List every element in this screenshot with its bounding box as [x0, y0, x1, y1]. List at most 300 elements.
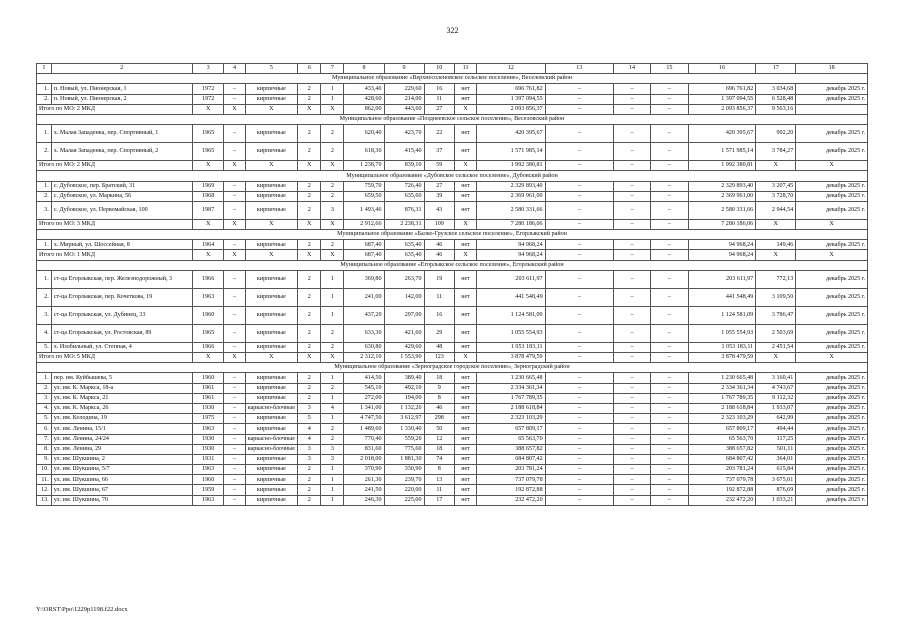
data-cell: 1 [321, 495, 344, 505]
table-row [37, 143, 868, 161]
data-cell: 2 944,54 [756, 201, 796, 219]
data-cell: 2 [321, 324, 344, 342]
data-cell: – [614, 270, 651, 288]
subtotal-cell: X [455, 250, 477, 260]
data-cell: 74 [424, 454, 455, 464]
data-cell: 1 493,46 [344, 201, 384, 219]
column-number-cell: 10 [424, 64, 455, 74]
data-cell: – [650, 324, 688, 342]
data-cell: 13. [37, 495, 52, 505]
municipality-section-row [37, 74, 868, 84]
data-cell: 1 767 789,35 [688, 393, 755, 403]
subtotal-label: Итого по МО: 3 МКД [37, 219, 193, 229]
data-cell: 4 [321, 403, 344, 413]
subtotal-label: Итого по МО: 2 МКД [37, 104, 193, 114]
data-cell: 1972 [192, 84, 224, 94]
subtotal-cell: X [298, 219, 321, 229]
data-cell: 4 743,67 [756, 383, 796, 393]
column-number-cell: 1 [37, 64, 52, 74]
data-cell: 241,50 [344, 485, 384, 495]
data-cell: кирпичные [245, 94, 298, 104]
data-cell: 642,99 [756, 414, 796, 424]
subtotal-row [37, 219, 868, 229]
data-cell: нет [455, 495, 477, 505]
data-cell: 11 [424, 94, 455, 104]
subtotal-cell: X [192, 161, 224, 171]
data-cell: 2 [298, 94, 321, 104]
data-cell: – [545, 240, 613, 250]
municipality-title: Муниципальное образование «Балко-Грузское сельское поселение», Егорлыкский район [37, 230, 868, 240]
data-cell: каркасно-блочные [245, 434, 298, 444]
data-cell: – [545, 424, 613, 434]
data-cell: 770,40 [344, 434, 384, 444]
data-cell: 1 [321, 373, 344, 383]
data-cell: нет [455, 324, 477, 342]
data-cell: 492,10 [384, 383, 424, 393]
address-cell: ул. им. Ленина, 24/24 [51, 434, 192, 444]
data-cell: 1 341,00 [344, 403, 384, 413]
subtotal-cell: X [245, 250, 298, 260]
data-cell: нет [455, 143, 477, 161]
data-cell: – [614, 454, 651, 464]
subtotal-cell: X [796, 353, 868, 363]
data-cell: кирпичные [245, 393, 298, 403]
data-cell: 7. [37, 434, 52, 444]
data-cell: декабрь 2025 г. [796, 383, 868, 393]
data-cell: 2 [321, 191, 344, 201]
data-cell: 2. [37, 288, 52, 306]
data-cell: декабрь 2025 г. [796, 270, 868, 288]
data-cell: нет [455, 383, 477, 393]
subtotal-cell: X [245, 219, 298, 229]
data-cell: 831,60 [344, 444, 384, 454]
data-cell: – [614, 485, 651, 495]
subtotal-cell: 123 [424, 353, 455, 363]
data-cell: 620,40 [344, 125, 384, 143]
subtotal-cell: 59 [424, 161, 455, 171]
data-cell: декабрь 2025 г. [796, 454, 868, 464]
data-cell: 19 [424, 270, 455, 288]
address-cell: с. Дубовское, ул. Маркина, 56 [51, 191, 192, 201]
data-cell: 1965 [192, 143, 224, 161]
subtotal-cell: X [796, 161, 868, 171]
data-cell: 1963 [192, 424, 224, 434]
address-cell: пер. им. Куйбышева, 5 [51, 373, 192, 383]
data-cell: – [650, 403, 688, 413]
data-cell: – [224, 475, 245, 485]
data-cell: 18 [424, 373, 455, 383]
data-cell: – [614, 324, 651, 342]
subtotal-cell: – [545, 250, 613, 260]
data-cell: 16 [424, 306, 455, 324]
data-cell: 1963 [192, 465, 224, 475]
data-cell: нет [455, 454, 477, 464]
subtotal-cell: – [545, 353, 613, 363]
subtotal-cell: X [756, 250, 796, 260]
data-cell: 43 [424, 201, 455, 219]
subtotal-cell: 27 [424, 104, 455, 114]
data-cell: 2 [298, 125, 321, 143]
data-cell: – [650, 84, 688, 94]
data-cell: 428,60 [344, 94, 384, 104]
data-cell: 659,50 [344, 191, 384, 201]
data-cell: 2 018,00 [344, 454, 384, 464]
address-cell: ул. им. Ленина, 29 [51, 444, 192, 454]
data-cell: кирпичные [245, 324, 298, 342]
data-cell: – [650, 424, 688, 434]
data-cell: 414,50 [344, 373, 384, 383]
subtotal-cell: 46 [424, 250, 455, 260]
data-cell: – [650, 475, 688, 485]
data-cell: – [545, 373, 613, 383]
data-cell: 1 033,21 [756, 495, 796, 505]
data-cell: 5. [37, 342, 52, 352]
data-cell: 117,25 [756, 434, 796, 444]
data-cell: нет [455, 270, 477, 288]
data-cell: – [650, 485, 688, 495]
subtotal-cell: 2 093 856,37 [477, 104, 545, 114]
data-cell: 11 [424, 485, 455, 495]
data-cell: – [650, 306, 688, 324]
column-number-cell: 8 [344, 64, 384, 74]
table-row [37, 414, 868, 424]
data-cell: нет [455, 240, 477, 250]
data-cell: – [545, 434, 613, 444]
data-cell: 1 [321, 465, 344, 475]
table-row [37, 94, 868, 104]
data-cell: кирпичные [245, 342, 298, 352]
data-cell: 3 784,27 [756, 143, 796, 161]
data-cell: – [614, 191, 651, 201]
data-cell: 1. [37, 181, 52, 191]
data-cell: 1968 [192, 191, 224, 201]
data-cell: 1. [37, 373, 52, 383]
data-cell: декабрь 2025 г. [796, 373, 868, 383]
data-cell: 4 [298, 424, 321, 434]
data-cell: нет [455, 414, 477, 424]
data-cell: 11 [424, 288, 455, 306]
table-row [37, 201, 868, 219]
data-cell: 726,40 [384, 181, 424, 191]
data-cell: 437,20 [344, 306, 384, 324]
data-cell: 1 124 581,09 [477, 306, 545, 324]
data-cell: 6 528,48 [756, 94, 796, 104]
data-cell: декабрь 2025 г. [796, 485, 868, 495]
data-cell: 433,40 [344, 84, 384, 94]
municipality-title: Муниципальное образование «Позднеевское сельское поселение», Веселовский район [37, 114, 868, 124]
data-cell: – [545, 403, 613, 413]
data-cell: нет [455, 465, 477, 475]
data-cell: 2 [298, 143, 321, 161]
data-cell: 4 [298, 434, 321, 444]
subtotal-cell: X [321, 161, 344, 171]
data-cell: 263,70 [384, 270, 424, 288]
data-cell: кирпичные [245, 424, 298, 434]
data-cell: декабрь 2025 г. [796, 414, 868, 424]
subtotal-cell: – [614, 219, 651, 229]
column-number-cell: 7 [321, 64, 344, 74]
data-cell: 1960 [192, 373, 224, 383]
data-cell: 3 160,41 [756, 373, 796, 383]
column-number-cell: 13 [545, 64, 613, 74]
data-cell: декабрь 2025 г. [796, 306, 868, 324]
data-cell: – [224, 444, 245, 454]
data-cell: кирпичные [245, 306, 298, 324]
data-cell: 46 [424, 403, 455, 413]
data-cell: – [545, 393, 613, 403]
subtotal-cell: 7 280 186,06 [688, 219, 755, 229]
subtotal-cell: 3 878 479,59 [688, 353, 755, 363]
data-cell: – [650, 181, 688, 191]
data-cell: 1 132,20 [384, 403, 424, 413]
data-cell: 1960 [192, 475, 224, 485]
data-cell: 441 548,49 [688, 288, 755, 306]
table-row [37, 306, 868, 324]
table-row [37, 125, 868, 143]
subtotal-cell: X [192, 353, 224, 363]
subtotal-cell: X [321, 250, 344, 260]
subtotal-cell: 635,40 [384, 250, 424, 260]
data-cell: – [650, 240, 688, 250]
data-cell: 1972 [192, 94, 224, 104]
data-cell: 759,70 [344, 181, 384, 191]
subtotal-row [37, 250, 868, 260]
column-number-cell: 15 [650, 64, 688, 74]
data-cell: 737 079,78 [688, 475, 755, 485]
data-cell: – [224, 434, 245, 444]
data-cell: 3 786,47 [756, 306, 796, 324]
data-cell: 684 807,42 [688, 454, 755, 464]
address-cell: ст-ца Егорлыкская, пер. Железнодорожный, 3 [51, 270, 192, 288]
data-cell: нет [455, 475, 477, 485]
table-row [37, 191, 868, 201]
data-cell: – [614, 383, 651, 393]
data-cell: 261,30 [344, 475, 384, 485]
data-cell: 272,00 [344, 393, 384, 403]
data-cell: 8 [424, 465, 455, 475]
data-cell: 1975 [192, 414, 224, 424]
data-cell: декабрь 2025 г. [796, 94, 868, 104]
subtotal-cell: 3 878 479,59 [477, 353, 545, 363]
data-cell: 421,60 [384, 324, 424, 342]
data-cell: – [614, 306, 651, 324]
subtotal-cell: X [756, 353, 796, 363]
data-cell: – [650, 270, 688, 288]
data-cell: 364,01 [756, 454, 796, 464]
data-cell: – [224, 414, 245, 424]
data-cell: декабрь 2025 г. [796, 324, 868, 342]
data-cell: 3 207,45 [756, 181, 796, 191]
data-cell: 2 [298, 240, 321, 250]
data-cell: 2 [298, 475, 321, 485]
address-cell: ул. им. Шукшина, 70 [51, 495, 192, 505]
data-cell: 2 [298, 342, 321, 352]
data-cell: 1963 [192, 495, 224, 505]
data-cell: – [224, 288, 245, 306]
data-cell: – [545, 94, 613, 104]
data-cell: 232 472,20 [688, 495, 755, 505]
data-cell: 429,60 [384, 342, 424, 352]
data-cell: 772,13 [756, 270, 796, 288]
data-cell: 3 728,70 [756, 191, 796, 201]
subtotal-cell: X [756, 161, 796, 171]
page-number: 322 [446, 26, 459, 35]
data-cell: 1930 [192, 434, 224, 444]
data-cell: кирпичные [245, 191, 298, 201]
data-cell: 94 968,24 [688, 240, 755, 250]
subtotal-cell: X [321, 219, 344, 229]
data-cell: 737 079,78 [477, 475, 545, 485]
data-cell: 3 [298, 403, 321, 413]
table-row [37, 485, 868, 495]
data-cell: – [224, 191, 245, 201]
data-cell: 1965 [192, 324, 224, 342]
data-cell: кирпичные [245, 454, 298, 464]
data-cell: 214,00 [384, 94, 424, 104]
data-cell: кирпичные [245, 181, 298, 191]
subtotal-cell: X [298, 250, 321, 260]
address-cell: ул. им. К. Маркса, 21 [51, 393, 192, 403]
subtotal-cell: 1 992 380,81 [477, 161, 545, 171]
data-cell: нет [455, 393, 477, 403]
data-cell: – [650, 191, 688, 201]
address-cell: х. Малая Западенка, пер. Спортивный, 1 [51, 125, 192, 143]
data-cell: 2 [298, 393, 321, 403]
data-cell: – [650, 414, 688, 424]
data-cell: 1931 [192, 454, 224, 464]
table-row [37, 373, 868, 383]
data-cell: нет [455, 403, 477, 413]
data-cell: 1 053 183,11 [477, 342, 545, 352]
subtotal-cell: 109 [424, 219, 455, 229]
data-cell: 1 [321, 393, 344, 403]
subtotal-cell: X [192, 250, 224, 260]
data-cell: 1 [321, 475, 344, 485]
data-cell: – [224, 306, 245, 324]
data-cell: 370,90 [344, 465, 384, 475]
data-cell: 2 [298, 485, 321, 495]
data-cell: – [614, 393, 651, 403]
data-cell: 494,44 [756, 424, 796, 434]
data-cell: – [614, 403, 651, 413]
subtotal-cell: X [245, 353, 298, 363]
data-cell: – [545, 191, 613, 201]
data-cell: 2 369 961,00 [477, 191, 545, 201]
municipality-section-row [37, 230, 868, 240]
data-cell: 6. [37, 424, 52, 434]
data-cell: – [545, 306, 613, 324]
data-cell: – [614, 181, 651, 191]
data-cell: 3 034,68 [756, 84, 796, 94]
data-cell: декабрь 2025 г. [796, 240, 868, 250]
data-cell: 1 571 985,14 [688, 143, 755, 161]
data-cell: нет [455, 84, 477, 94]
subtotal-cell: X [224, 219, 245, 229]
address-cell: х. Малая Западенка, пер. Спортивный, 2 [51, 143, 192, 161]
data-cell: нет [455, 444, 477, 454]
data-cell: – [545, 270, 613, 288]
data-cell: 3. [37, 393, 52, 403]
data-cell: 225,00 [384, 495, 424, 505]
data-cell: 9 112,32 [756, 393, 796, 403]
data-cell: – [545, 454, 613, 464]
data-cell: – [224, 125, 245, 143]
address-cell: ул. им. К. Маркса, 26 [51, 403, 192, 413]
column-number-cell: 14 [614, 64, 651, 74]
data-cell: – [224, 383, 245, 393]
data-cell: 3. [37, 306, 52, 324]
data-cell: 37 [424, 143, 455, 161]
address-cell: ст-ца Егорлыкская, ул. Ростовская, 89 [51, 324, 192, 342]
column-number-cell: 9 [384, 64, 424, 74]
data-cell: 423,70 [384, 125, 424, 143]
data-cell: – [545, 495, 613, 505]
data-cell: 194,00 [384, 393, 424, 403]
subtotal-cell: X [224, 161, 245, 171]
data-cell: 3 109,50 [756, 288, 796, 306]
subtotal-cell: – [614, 104, 651, 114]
data-cell: 1 571 985,14 [477, 143, 545, 161]
data-cell: 1960 [192, 306, 224, 324]
data-cell: декабрь 2025 г. [796, 393, 868, 403]
data-cell: кирпичные [245, 383, 298, 393]
subtotal-cell [796, 104, 868, 114]
subtotal-cell: X [455, 161, 477, 171]
subtotal-label: Итого по МО: 2 МКД [37, 161, 193, 171]
data-cell: 18 [424, 444, 455, 454]
data-cell: 3 [298, 454, 321, 464]
data-cell: – [224, 201, 245, 219]
data-cell: – [224, 270, 245, 288]
data-cell: 2 451,54 [756, 342, 796, 352]
data-cell: – [650, 125, 688, 143]
data-cell: кирпичные [245, 270, 298, 288]
subtotal-row [37, 353, 868, 363]
data-cell: 2 323 103,29 [688, 414, 755, 424]
data-cell: – [224, 181, 245, 191]
table-row [37, 444, 868, 454]
data-cell: 1 [321, 485, 344, 495]
subtotal-cell: – [545, 104, 613, 114]
address-cell: х. Мирный, ул. Шоссейная, 8 [51, 240, 192, 250]
data-cell: 2 [298, 324, 321, 342]
data-cell: 2 503,69 [756, 324, 796, 342]
table-row [37, 181, 868, 191]
data-cell: 1 767 789,35 [477, 393, 545, 403]
subtotal-cell: – [650, 353, 688, 363]
data-cell: – [224, 485, 245, 495]
subtotal-cell: 2 093 856,37 [688, 104, 755, 114]
data-cell: 3 [321, 444, 344, 454]
data-cell: 4 747,50 [344, 414, 384, 424]
data-cell: 389,40 [384, 373, 424, 383]
data-cell: кирпичные [245, 475, 298, 485]
data-cell: 22 [424, 125, 455, 143]
data-cell: 2 329 893,40 [688, 181, 755, 191]
data-cell: 1964 [192, 240, 224, 250]
data-cell: 330,90 [384, 465, 424, 475]
data-cell: нет [455, 94, 477, 104]
data-cell: 9 [424, 383, 455, 393]
data-cell: 94 968,24 [477, 240, 545, 250]
data-cell: – [614, 125, 651, 143]
subtotal-cell: X [796, 250, 868, 260]
data-cell: каркасно-блочные [245, 403, 298, 413]
data-cell: 2 [298, 383, 321, 393]
data-cell: 3 [321, 454, 344, 464]
data-cell: 229,60 [384, 84, 424, 94]
subtotal-cell: X [298, 353, 321, 363]
